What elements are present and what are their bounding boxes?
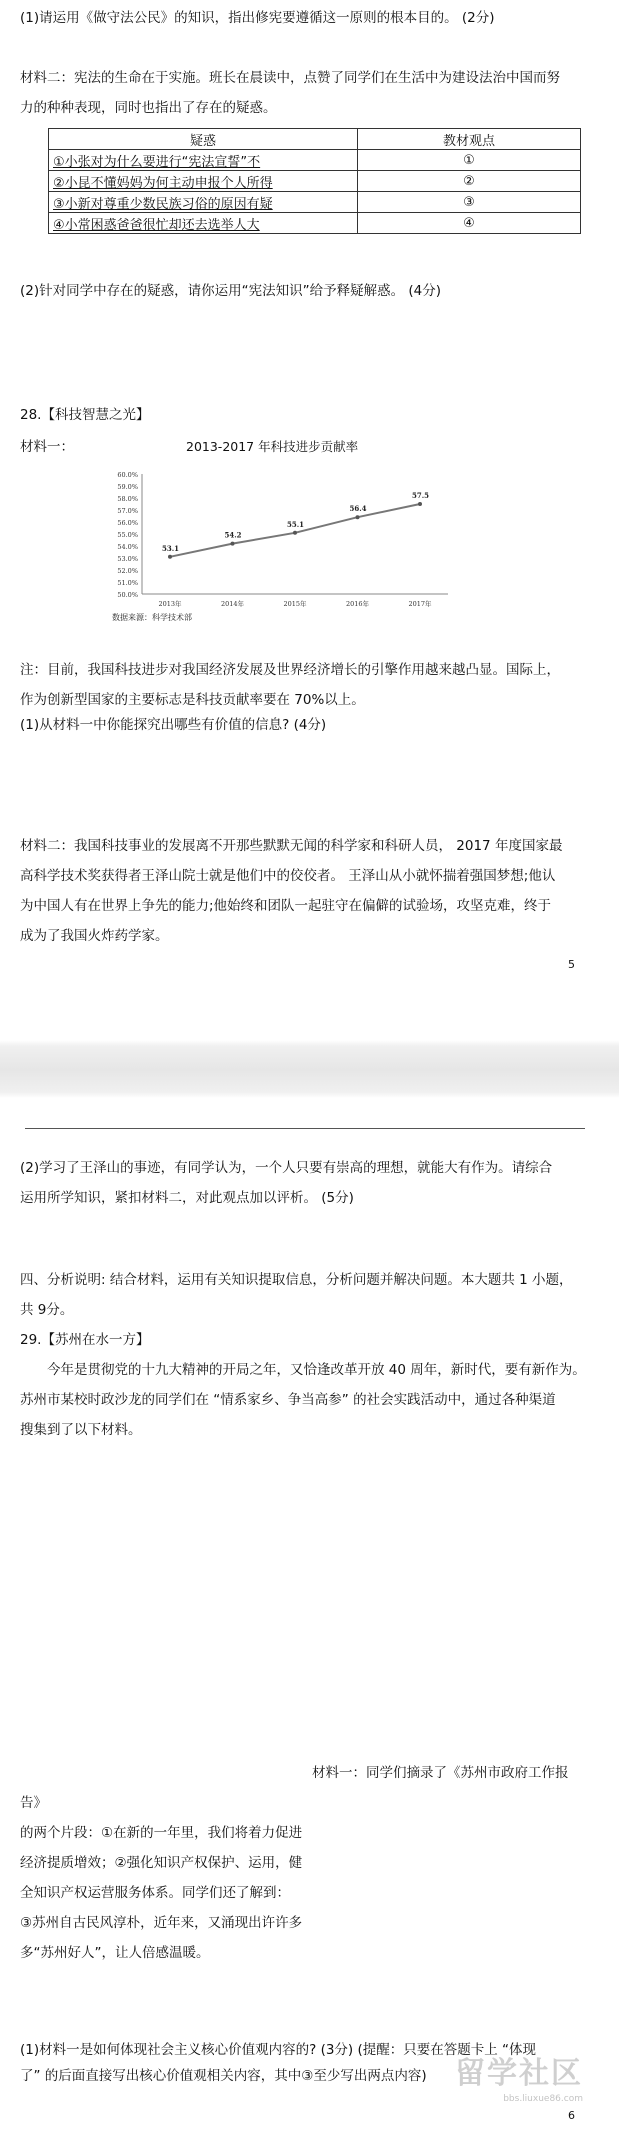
note-line-2: 作为创新型国家的主要标志是科技贡献率要在 70%以上。 — [20, 692, 365, 708]
material-2b-line-4: 成为了我国火炸药学家。 — [20, 928, 169, 944]
x-tick-label: 2015年 — [283, 600, 307, 608]
question-28-1: (1)从材料一中你能探究出哪些有价值的信息? (4分) — [20, 717, 327, 733]
question-1: (1)请运用《做守法公民》的知识，指出修宪要遵循这一原则的根本目的。 (2分) — [20, 10, 495, 26]
y-tick-label: 60.0% — [117, 471, 138, 479]
chart-title: 2013-2017 年科技进步贡献率 — [186, 439, 359, 454]
chart-container — [98, 464, 478, 628]
intro-line-2: 苏州市某校时政沙龙的同学们在 “情系家乡、争当高参” 的社会实践活动中，通过各种渠道 — [20, 1392, 556, 1408]
data-point — [168, 555, 172, 559]
data-label: 54.2 — [224, 530, 242, 540]
material-1-line-1: 材料一：同学们摘录了《苏州市政府工作报 — [312, 1765, 569, 1781]
watermark-url: bbs.liuxue86.com — [503, 2094, 583, 2104]
y-tick-label: 53.0% — [117, 555, 138, 563]
question-29-1-line-2: 了” 的后面直接写出核心价值观相关内容，其中③至少写出两点内容) — [20, 2068, 427, 2084]
section-4-line-1: 四、分析说明: 结合材料，运用有关知识提取信息，分析问题并解决问题。本大题共 1 小题， — [20, 1272, 573, 1288]
question-29-1-line-1: (1)材料一是如何体现社会主义核心价值观内容的? (3分) (提醒：只要在答题卡上 “体现 — [20, 2042, 537, 2058]
table-header-doubt: 疑惑 — [49, 129, 358, 150]
question-28-2-line-2: 运用所学知识，紧扣材料二，对此观点加以评析。 (5分) — [20, 1190, 354, 1206]
material-1-label: 材料一： — [20, 439, 74, 455]
exam-page-6 — [0, 1098, 619, 2130]
data-label: 53.1 — [162, 543, 180, 553]
data-point — [293, 531, 297, 535]
note-line-1: 注：目前，我国科技进步对我国经济发展及世界经济增长的引擎作用越来越凸显。国际上， — [20, 662, 560, 678]
page-number: 6 — [568, 2109, 575, 2122]
data-label: 55.1 — [287, 519, 305, 529]
data-label: 57.5 — [412, 491, 430, 500]
table-row — [49, 171, 581, 192]
material-1-line: 经济提质增效；②强化知识产权保护、运用，健 — [20, 1855, 303, 1871]
material-2b-line-3: 为中国人有在世界上争先的能力;他始终和团队一起驻守在偏僻的试验场，攻坚克难，终于 — [20, 898, 552, 914]
data-point — [356, 515, 360, 519]
chart-source: 数据来源：科学技术部 — [112, 613, 192, 622]
table-row — [49, 213, 581, 234]
table-cell-doubt: ①小张对为什么要进行“宪法宣誓”不 — [49, 150, 358, 171]
material-1-line: 的两个片段：①在新的一年里，我们将着力促进 — [20, 1825, 303, 1841]
table-cell-doubt: ④小常困惑爸爸很忙却还去选举人大 — [49, 213, 358, 234]
contribution-line-chart — [98, 464, 478, 624]
section-4-line-2: 共 9分。 — [20, 1302, 74, 1318]
material-2b-line-1: 材料二：我国科技事业的发展离不开那些默默无闻的科学家和科研人员， 2017 年度国家最 — [20, 838, 563, 854]
y-tick-label: 51.0% — [117, 579, 138, 587]
table-cell-viewpoint: ① — [358, 150, 581, 171]
data-label: 56.4 — [349, 504, 367, 514]
page-gap — [0, 1040, 619, 1098]
table-cell-viewpoint: ③ — [358, 192, 581, 213]
material-1-line: 告》 — [20, 1795, 47, 1811]
y-tick-label: 58.0% — [117, 495, 138, 503]
data-point — [231, 542, 235, 546]
table-cell-viewpoint: ④ — [358, 213, 581, 234]
question-28-title: 28.【科技智慧之光】 — [20, 407, 150, 423]
table-cell-doubt: ②小昆不懂妈妈为何主动申报个人所得 — [49, 171, 358, 192]
y-tick-label: 56.0% — [117, 519, 138, 527]
x-tick-label: 2013年 — [158, 600, 182, 608]
question-2: (2)针对同学中存在的疑惑，请你运用“宪法知识”给予释疑解惑。 (4分) — [20, 283, 442, 299]
material-1-line: 多“苏州好人”，让人倍感温暖。 — [20, 1945, 210, 1961]
table-row — [49, 192, 581, 213]
y-tick-label: 52.0% — [117, 567, 138, 575]
y-tick-label: 54.0% — [117, 543, 138, 551]
material-2-line-2: 力的种种表现，同时也指出了存在的疑惑。 — [20, 100, 277, 116]
y-tick-label: 57.0% — [117, 507, 138, 515]
doubts-table — [48, 128, 581, 234]
x-tick-label: 2016年 — [345, 600, 370, 608]
y-tick-label: 59.0% — [117, 483, 138, 491]
table-header-viewpoint: 教材观点 — [358, 129, 581, 150]
material-1-line: 全知识产权运营服务体系。同学们还了解到： — [20, 1885, 290, 1901]
header-rule — [25, 1128, 585, 1129]
page-number: 5 — [568, 958, 575, 971]
table-row — [49, 150, 581, 171]
table-header-row — [49, 129, 581, 150]
y-tick-label: 50.0% — [117, 591, 138, 599]
material-2-line-1: 材料二：宪法的生命在于实施。班长在晨读中，点赞了同学们在生活中为建设法治中国而努 — [20, 70, 560, 86]
watermark-main: 留学社区 — [455, 2056, 583, 2091]
watermark-logo — [433, 2054, 583, 2108]
question-29-title: 29.【苏州在水一方】 — [20, 1332, 150, 1348]
table-cell-doubt: ③小新对尊重少数民族习俗的原因有疑 — [49, 192, 358, 213]
exam-page-5 — [0, 0, 619, 1040]
table-cell-viewpoint: ② — [358, 171, 581, 192]
material-1-line: ③苏州自古民风淳朴，近年来，又涌现出许许多 — [20, 1915, 303, 1931]
material-2b-line-2: 高科学技术奖获得者王泽山院士就是他们中的佼佼者。 王泽山从小就怀揣着强国梦想;他认 — [20, 868, 556, 884]
material-1-body — [20, 1788, 302, 1968]
y-tick-label: 55.0% — [117, 531, 138, 539]
x-tick-label: 2017年 — [408, 600, 432, 608]
question-28-2-line-1: (2)学习了王泽山的事迹，有同学认为，一个人只要有崇高的理想，就能大有作为。请综合 — [20, 1160, 553, 1176]
intro-line-1: 今年是贯彻党的十九大精神的开局之年，又恰逢改革开放 40 周年，新时代，要有新作为。 — [47, 1362, 586, 1378]
data-point — [418, 502, 422, 506]
intro-line-3: 搜集到了以下材料。 — [20, 1422, 142, 1438]
x-tick-label: 2014年 — [220, 600, 245, 608]
series-line — [170, 504, 420, 557]
